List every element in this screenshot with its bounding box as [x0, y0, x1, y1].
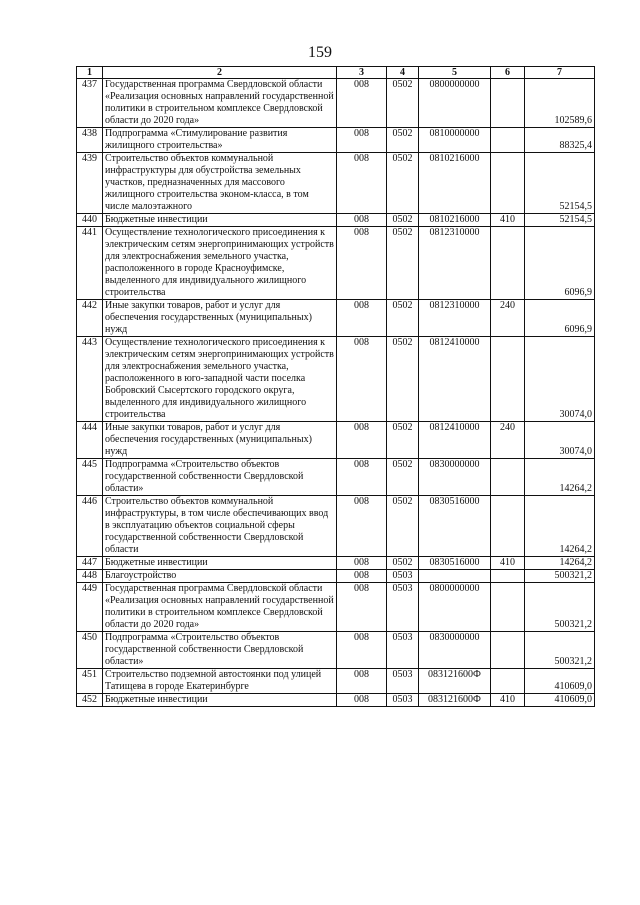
row-expense-code [491, 153, 525, 214]
row-section-code: 0503 [387, 632, 419, 669]
row-target-code: 0810216000 [419, 153, 491, 214]
row-number: 449 [77, 583, 103, 632]
row-name: Благоустройство [103, 570, 337, 583]
row-admin-code: 008 [337, 337, 387, 422]
page-number: 159 [308, 44, 332, 61]
row-section-code: 0502 [387, 496, 419, 557]
row-admin-code: 008 [337, 557, 387, 570]
row-admin-code: 008 [337, 669, 387, 694]
row-section-code: 0503 [387, 694, 419, 707]
row-section-code: 0502 [387, 153, 419, 214]
row-target-code: 083121600Ф [419, 694, 491, 707]
row-section-code: 0502 [387, 422, 419, 459]
row-section-code: 0502 [387, 227, 419, 300]
row-amount: 500321,2 [525, 632, 595, 669]
row-target-code: 0830000000 [419, 459, 491, 496]
row-amount: 14264,2 [525, 496, 595, 557]
row-number: 452 [77, 694, 103, 707]
row-name: Подпрограмма «Строительство объектов государственной собственности Свердловской области» [103, 632, 337, 669]
row-name: Бюджетные инвестиции [103, 557, 337, 570]
row-number: 443 [77, 337, 103, 422]
row-expense-code [491, 337, 525, 422]
row-target-code: 0800000000 [419, 79, 491, 128]
row-target-code: 0830516000 [419, 557, 491, 570]
row-number: 444 [77, 422, 103, 459]
row-number: 447 [77, 557, 103, 570]
table-row [77, 79, 595, 128]
row-admin-code: 008 [337, 694, 387, 707]
row-name: Строительство подземной автостоянки под улицей Татищева в городе Екатеринбурге [103, 669, 337, 694]
row-expense-code [491, 632, 525, 669]
row-section-code: 0502 [387, 337, 419, 422]
row-amount: 6096,9 [525, 300, 595, 337]
table-row [77, 694, 595, 707]
row-name: Бюджетные инвестиции [103, 694, 337, 707]
row-expense-code: 410 [491, 214, 525, 227]
table-row [77, 459, 595, 496]
row-admin-code: 008 [337, 422, 387, 459]
row-amount: 410609,0 [525, 694, 595, 707]
row-expense-code [491, 496, 525, 557]
row-name: Бюджетные инвестиции [103, 214, 337, 227]
header-cell: 1 [77, 67, 103, 79]
row-admin-code: 008 [337, 570, 387, 583]
table-row [77, 227, 595, 300]
row-number: 439 [77, 153, 103, 214]
row-amount: 52154,5 [525, 153, 595, 214]
row-target-code: 083121600Ф [419, 669, 491, 694]
row-name: Осуществление технологического присоединения к электрическим сетям энергопринимающих устройств для электроснабжения земельного участка, расположенного в городе Красноуфимске, выделенного для индивидуального жилищного строительства [103, 227, 337, 300]
table-row [77, 128, 595, 153]
row-section-code: 0502 [387, 557, 419, 570]
table-row [77, 153, 595, 214]
row-expense-code: 410 [491, 694, 525, 707]
row-number: 437 [77, 79, 103, 128]
row-target-code: 0812410000 [419, 422, 491, 459]
table-row [77, 669, 595, 694]
row-number: 440 [77, 214, 103, 227]
row-amount: 6096,9 [525, 227, 595, 300]
row-amount: 410609,0 [525, 669, 595, 694]
row-number: 450 [77, 632, 103, 669]
row-admin-code: 008 [337, 496, 387, 557]
row-number: 451 [77, 669, 103, 694]
row-name: Строительство объектов коммунальной инфраструктуры, в том числе обеспечивающих ввод в эксплуатацию объектов социальной сферы государственной собственности Свердловской области [103, 496, 337, 557]
row-expense-code [491, 79, 525, 128]
table-row [77, 496, 595, 557]
row-target-code: 0810216000 [419, 214, 491, 227]
table-row [77, 422, 595, 459]
row-number: 445 [77, 459, 103, 496]
row-section-code: 0503 [387, 669, 419, 694]
row-name: Осуществление технологического присоединения к электрическим сетям энергопринимающих устройств для электроснабжения земельного участка, расположенного в юго-западной части поселка Бобровский Сысертского городского округа, выделенного для индивидуального жилищного строительства [103, 337, 337, 422]
row-admin-code: 008 [337, 632, 387, 669]
header-cell: 3 [337, 67, 387, 79]
row-number: 438 [77, 128, 103, 153]
row-name: Подпрограмма «Стимулирование развития жилищного строительства» [103, 128, 337, 153]
row-section-code: 0502 [387, 459, 419, 496]
row-expense-code: 240 [491, 422, 525, 459]
row-name: Иные закупки товаров, работ и услуг для обеспечения государственных (муниципальных) нужд [103, 300, 337, 337]
table-row [77, 570, 595, 583]
header-cell: 7 [525, 67, 595, 79]
header-cell: 6 [491, 67, 525, 79]
row-amount: 102589,6 [525, 79, 595, 128]
row-admin-code: 008 [337, 227, 387, 300]
row-section-code: 0503 [387, 570, 419, 583]
row-expense-code [491, 128, 525, 153]
row-target-code: 0812410000 [419, 337, 491, 422]
row-amount: 88325,4 [525, 128, 595, 153]
row-section-code: 0503 [387, 583, 419, 632]
row-amount: 52154,5 [525, 214, 595, 227]
table-row [77, 300, 595, 337]
table-row [77, 632, 595, 669]
row-amount: 30074,0 [525, 337, 595, 422]
row-admin-code: 008 [337, 153, 387, 214]
row-target-code: 0812310000 [419, 227, 491, 300]
row-target-code: 0800000000 [419, 583, 491, 632]
row-target-code [419, 570, 491, 583]
table-row [77, 583, 595, 632]
row-name: Иные закупки товаров, работ и услуг для обеспечения государственных (муниципальных) нужд [103, 422, 337, 459]
row-section-code: 0502 [387, 214, 419, 227]
row-target-code: 0830516000 [419, 496, 491, 557]
row-admin-code: 008 [337, 214, 387, 227]
row-admin-code: 008 [337, 128, 387, 153]
header-cell: 4 [387, 67, 419, 79]
row-number: 446 [77, 496, 103, 557]
row-name: Государственная программа Свердловской области «Реализация основных направлений государственной политики в строительном комплексе Свердловской области до 2020 года» [103, 79, 337, 128]
row-amount: 30074,0 [525, 422, 595, 459]
row-name: Государственная программа Свердловской области «Реализация основных направлений государственной политики в строительном комплексе Свердловской области до 2020 года» [103, 583, 337, 632]
row-expense-code [491, 227, 525, 300]
table-row [77, 337, 595, 422]
row-number: 442 [77, 300, 103, 337]
row-admin-code: 008 [337, 300, 387, 337]
row-target-code: 0812310000 [419, 300, 491, 337]
row-expense-code [491, 669, 525, 694]
table-row [77, 557, 595, 570]
row-section-code: 0502 [387, 128, 419, 153]
row-target-code: 0830000000 [419, 632, 491, 669]
table-row [77, 214, 595, 227]
row-name: Подпрограмма «Строительство объектов государственной собственности Свердловской области» [103, 459, 337, 496]
row-section-code: 0502 [387, 300, 419, 337]
row-amount: 500321,2 [525, 583, 595, 632]
row-number: 448 [77, 570, 103, 583]
row-admin-code: 008 [337, 459, 387, 496]
row-section-code: 0502 [387, 79, 419, 128]
header-cell: 5 [419, 67, 491, 79]
row-target-code: 0810000000 [419, 128, 491, 153]
row-name: Строительство объектов коммунальной инфраструктуры для обустройства земельных участков, предназначенных для массового жилищного строительства эконом-класса, в том числе малоэтажного [103, 153, 337, 214]
row-expense-code [491, 570, 525, 583]
row-admin-code: 008 [337, 79, 387, 128]
row-amount: 14264,2 [525, 557, 595, 570]
row-expense-code [491, 459, 525, 496]
budget-table [76, 66, 595, 707]
row-expense-code: 410 [491, 557, 525, 570]
row-expense-code [491, 583, 525, 632]
row-number: 441 [77, 227, 103, 300]
row-admin-code: 008 [337, 583, 387, 632]
row-amount: 14264,2 [525, 459, 595, 496]
row-expense-code: 240 [491, 300, 525, 337]
table-header-row [77, 67, 595, 79]
header-cell: 2 [103, 67, 337, 79]
row-amount: 500321,2 [525, 570, 595, 583]
